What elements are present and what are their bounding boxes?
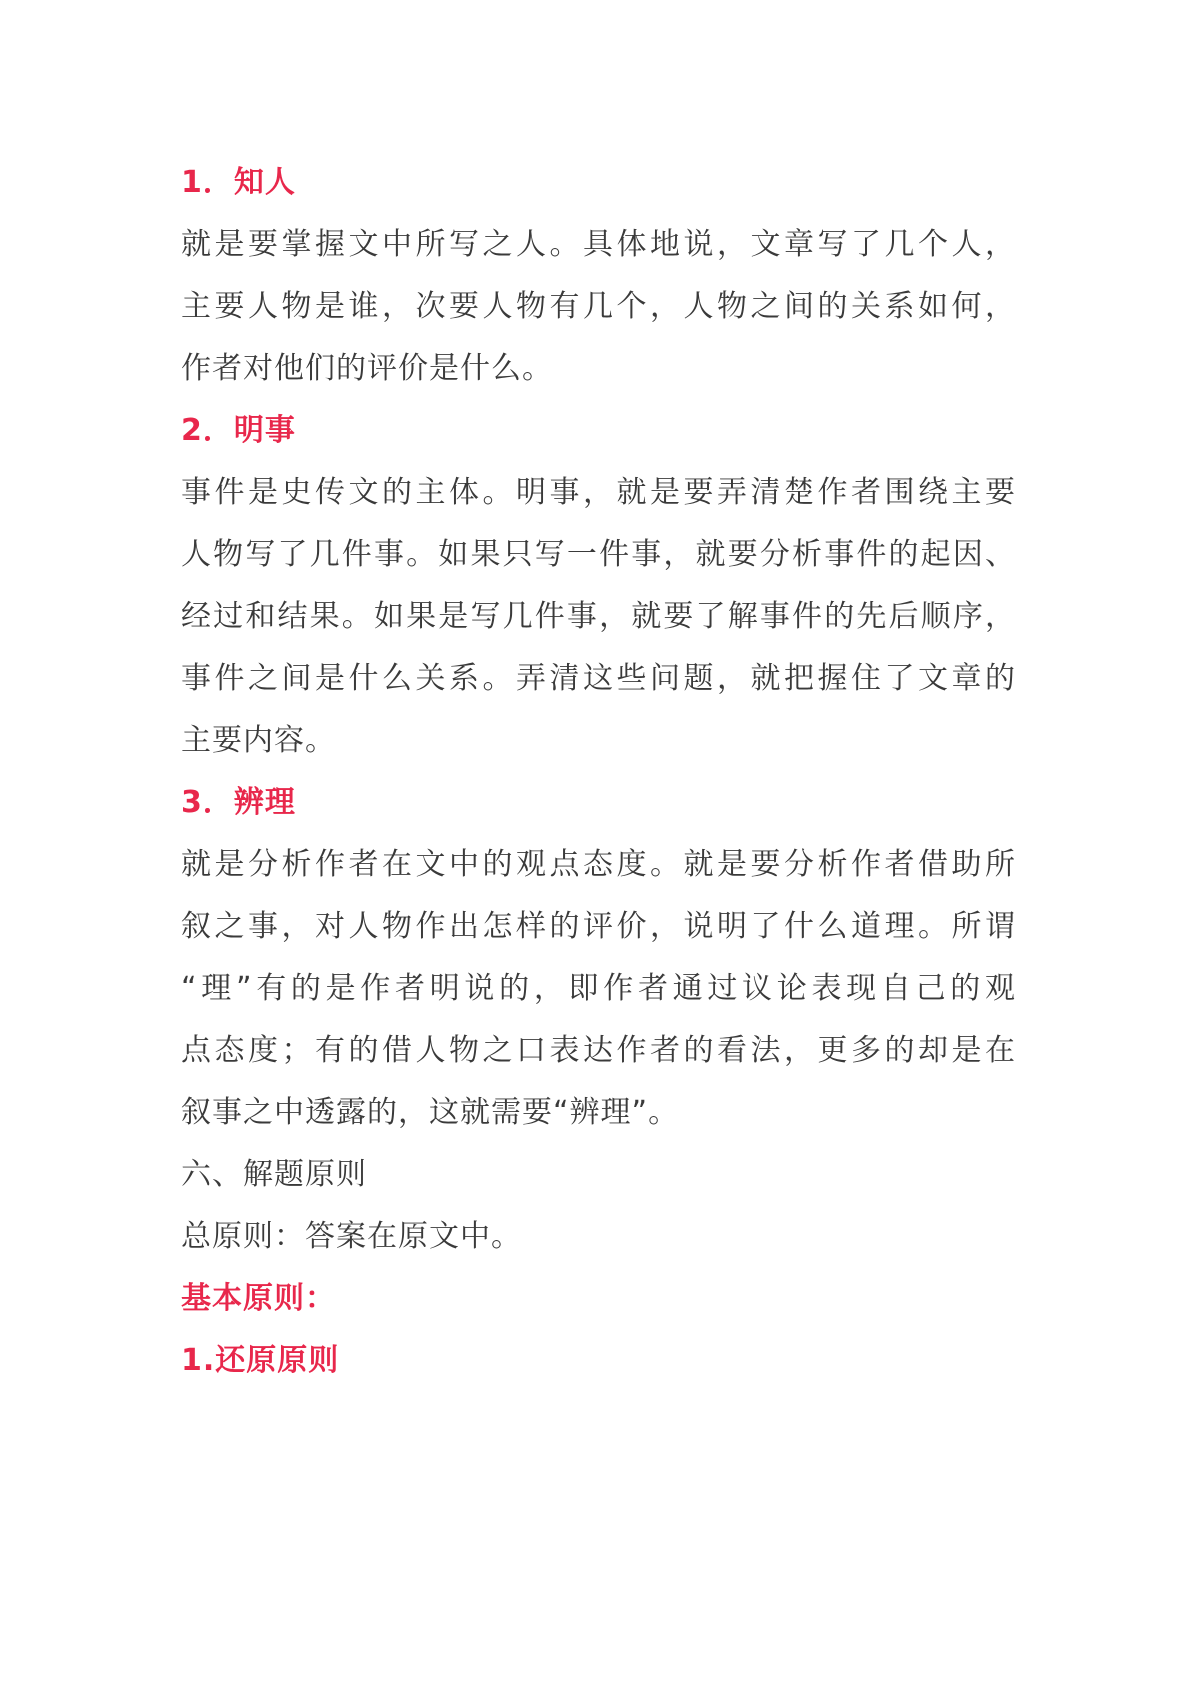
body-line: 作者对他们的评价是什么。: [181, 351, 553, 386]
general-principle: 总原则：答案在原文中。: [181, 1219, 522, 1254]
restoration-principle-heading: 1.还原原则: [181, 1343, 340, 1378]
body-line: 就是要掌握文中所写之人。具体地说，文章写了几个人，: [181, 227, 1016, 262]
body-line: 就是分析作者在文中的观点态度。就是要分析作者借助所: [181, 847, 1016, 882]
section-body-bianli: [181, 834, 1016, 1144]
section-heading-bianli: 3．辨理: [181, 785, 296, 820]
body-line: 经过和结果。如果是写几件事，就要了解事件的先后顺序，: [181, 599, 1016, 634]
body-line: 事件之间是什么关系。弄清这些问题，就把握住了文章的: [181, 661, 1016, 696]
section-heading-mingshi: 2．明事: [181, 413, 296, 448]
section-body-mingshi: [181, 462, 1016, 772]
document-content: [181, 152, 1016, 1392]
body-line: 事件是史传文的主体。明事，就是要弄清楚作者围绕主要: [181, 475, 1016, 510]
body-line: 叙之事，对人物作出怎样的评价，说明了什么道理。所谓: [181, 909, 1016, 944]
body-line: 主要人物是谁，次要人物有几个，人物之间的关系如何，: [181, 289, 1016, 324]
section-body-zhiren: [181, 214, 1016, 400]
basic-principles-heading: 基本原则：: [181, 1281, 336, 1316]
section-heading-zhiren: 1．知人: [181, 165, 296, 200]
body-line: 主要内容。: [181, 723, 336, 758]
body-line: 人物写了几件事。如果只写一件事，就要分析事件的起因、: [181, 537, 1016, 572]
body-line: 点态度；有的借人物之口表达作者的看法，更多的却是在: [181, 1033, 1016, 1068]
principles-section-title: 六、解题原则: [181, 1157, 367, 1192]
body-line: 叙事之中透露的，这就需要“辨理”。: [181, 1095, 680, 1130]
body-line: “理”有的是作者明说的，即作者通过议论表现自己的观: [181, 971, 1016, 1006]
